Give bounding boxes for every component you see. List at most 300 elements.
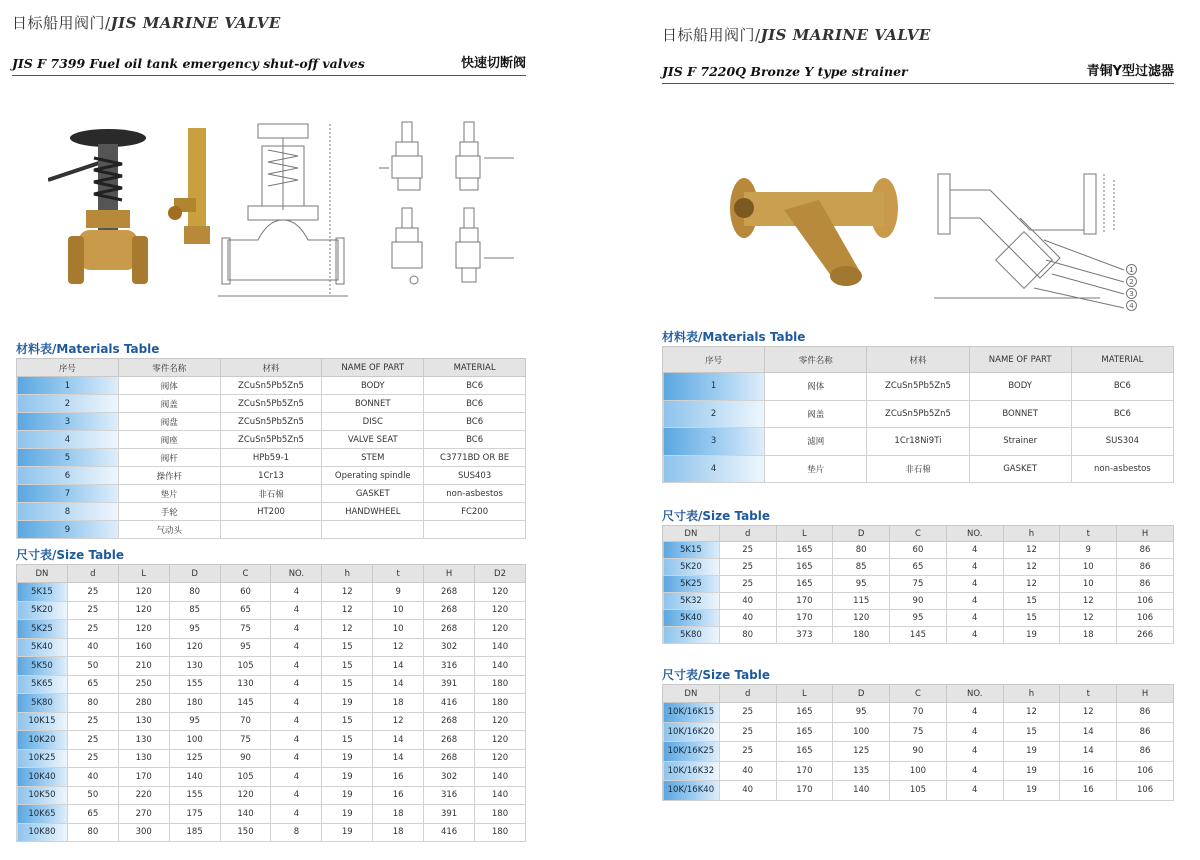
table-cell: 95 xyxy=(833,576,890,593)
table-row xyxy=(663,610,1174,627)
table-cell: 70 xyxy=(890,703,947,723)
materials-table-title: 材料表/Materials Table xyxy=(16,342,160,356)
row-key-cell: 2 xyxy=(17,395,119,413)
table-cell: 12 xyxy=(1003,576,1060,593)
table-cell: 16 xyxy=(373,768,424,787)
table-row xyxy=(17,377,526,395)
table-cell: 1Cr13 xyxy=(220,467,322,485)
table-row xyxy=(663,400,1174,428)
table-row xyxy=(17,583,526,602)
table-cell: 85 xyxy=(169,601,220,620)
table-row xyxy=(17,431,526,449)
table-cell: 105 xyxy=(890,781,947,801)
row-key-cell: 7 xyxy=(17,485,119,503)
row-key-cell: 5K65 xyxy=(17,675,68,694)
table-cell: 4 xyxy=(271,675,322,694)
table-row xyxy=(663,627,1174,644)
table-cell: 非石棉 xyxy=(867,455,969,483)
row-key-cell: 3 xyxy=(17,413,119,431)
row-key-cell: 5 xyxy=(17,449,119,467)
table-cell: HPb59-1 xyxy=(220,449,322,467)
table-cell: 65 xyxy=(220,601,271,620)
table-cell: 266 xyxy=(1117,627,1174,644)
table-cell: 155 xyxy=(169,786,220,805)
table-cell: 25 xyxy=(67,583,118,602)
table-row xyxy=(17,521,526,539)
table-cell: 12 xyxy=(1003,703,1060,723)
strainer-photo xyxy=(724,170,904,300)
table-cell: 18 xyxy=(373,805,424,824)
table-cell: 165 xyxy=(776,576,833,593)
table-cell: VALVE SEAT xyxy=(322,431,424,449)
table-row xyxy=(17,620,526,639)
column-header: DN xyxy=(663,526,720,542)
table-cell: 140 xyxy=(475,657,526,676)
table-cell: GASKET xyxy=(969,455,1071,483)
row-key-cell: 10K40 xyxy=(17,768,68,787)
column-header: 序号 xyxy=(663,347,765,373)
table-cell: 滤网 xyxy=(765,428,867,456)
table-cell: 120 xyxy=(475,583,526,602)
column-header: L xyxy=(776,685,833,703)
table-cell: 125 xyxy=(169,749,220,768)
table-cell: 4 xyxy=(946,781,1003,801)
table-cell: BC6 xyxy=(1071,373,1173,401)
table-cell: 15 xyxy=(322,731,373,750)
table-row xyxy=(17,805,526,824)
table-cell: 120 xyxy=(118,620,169,639)
table-cell: 19 xyxy=(1003,627,1060,644)
column-header: DN xyxy=(663,685,720,703)
column-header: d xyxy=(719,526,776,542)
table-cell: ZCuSn5Pb5Zn5 xyxy=(867,400,969,428)
table-cell: 4 xyxy=(271,583,322,602)
table-cell: 25 xyxy=(719,722,776,742)
table-cell: 80 xyxy=(169,583,220,602)
table-cell: 170 xyxy=(776,781,833,801)
table-header-row xyxy=(17,565,526,583)
table-cell: 106 xyxy=(1117,761,1174,781)
table-cell: BC6 xyxy=(424,377,526,395)
callout-2: 2 xyxy=(1126,276,1137,287)
table-cell: 268 xyxy=(424,712,475,731)
column-header: h xyxy=(322,565,373,583)
table-cell: 14 xyxy=(1060,742,1117,762)
table-cell: 130 xyxy=(118,712,169,731)
table-cell: BONNET xyxy=(322,395,424,413)
table-cell: 4 xyxy=(946,703,1003,723)
table-cell: BC6 xyxy=(424,395,526,413)
table-cell: 非石棉 xyxy=(220,485,322,503)
table-row xyxy=(663,703,1174,723)
column-header: D xyxy=(169,565,220,583)
table-cell: 12 xyxy=(1003,542,1060,559)
table-cell: 10 xyxy=(373,601,424,620)
column-header: NAME OF PART xyxy=(322,359,424,377)
table-row xyxy=(17,413,526,431)
table-cell: 100 xyxy=(169,731,220,750)
table-cell: 180 xyxy=(475,805,526,824)
table-cell: 4 xyxy=(271,694,322,713)
table-cell: 165 xyxy=(776,703,833,723)
table-cell: 140 xyxy=(475,638,526,657)
column-header: L xyxy=(776,526,833,542)
table-row xyxy=(17,601,526,620)
table-cell: 12 xyxy=(1060,593,1117,610)
row-key-cell: 4 xyxy=(17,431,119,449)
column-header: D2 xyxy=(475,565,526,583)
table-cell: 106 xyxy=(1117,610,1174,627)
table-cell: 25 xyxy=(67,731,118,750)
table-cell: 阀体 xyxy=(118,377,220,395)
row-key-cell: 10K50 xyxy=(17,786,68,805)
column-header: D xyxy=(833,526,890,542)
table-row xyxy=(17,749,526,768)
row-key-cell: 1 xyxy=(663,373,765,401)
row-key-cell: 8 xyxy=(17,503,119,521)
brand-header xyxy=(662,24,931,45)
table-cell: 145 xyxy=(890,627,947,644)
table-cell: 操作杆 xyxy=(118,467,220,485)
table-cell: 86 xyxy=(1117,542,1174,559)
table-cell: HT200 xyxy=(220,503,322,521)
table-cell: 316 xyxy=(424,657,475,676)
table-cell: 170 xyxy=(776,610,833,627)
table-cell: 4 xyxy=(271,638,322,657)
table-cell: 105 xyxy=(220,768,271,787)
table-cell: 75 xyxy=(890,722,947,742)
table-cell: 268 xyxy=(424,749,475,768)
table-cell: 19 xyxy=(322,805,373,824)
table-cell: 16 xyxy=(1060,761,1117,781)
callout-markers xyxy=(1126,264,1137,311)
table-cell: 19 xyxy=(1003,761,1060,781)
brand-cn: 日标船用阀门/ xyxy=(662,26,761,44)
table-cell: 280 xyxy=(118,694,169,713)
table-cell: 86 xyxy=(1117,576,1174,593)
table-cell: 100 xyxy=(890,761,947,781)
table-row xyxy=(17,657,526,676)
column-header: h xyxy=(1003,526,1060,542)
table-cell: 4 xyxy=(271,786,322,805)
table-cell: GASKET xyxy=(322,485,424,503)
callout-1: 1 xyxy=(1126,264,1137,275)
row-key-cell: 4 xyxy=(663,455,765,483)
table-cell: non-asbestos xyxy=(1071,455,1173,483)
table-row xyxy=(663,722,1174,742)
table-cell: 12 xyxy=(373,638,424,657)
row-key-cell: 5K40 xyxy=(17,638,68,657)
table-cell: HANDWHEEL xyxy=(322,503,424,521)
column-header: H xyxy=(424,565,475,583)
brand-en: JIS MARINE VALVE xyxy=(760,26,931,44)
table-row xyxy=(663,593,1174,610)
table-cell: 90 xyxy=(220,749,271,768)
table-cell: 14 xyxy=(373,749,424,768)
table-cell: 80 xyxy=(833,542,890,559)
column-header: D xyxy=(833,685,890,703)
table-cell: 302 xyxy=(424,768,475,787)
row-key-cell: 10K80 xyxy=(17,823,68,842)
row-key-cell: 5K20 xyxy=(17,601,68,620)
table-cell: 垫片 xyxy=(118,485,220,503)
column-header: 序号 xyxy=(17,359,119,377)
table-cell: 80 xyxy=(67,694,118,713)
table-cell: 16 xyxy=(1060,781,1117,801)
table-cell: 130 xyxy=(118,749,169,768)
table-cell: 120 xyxy=(118,601,169,620)
table-cell: 95 xyxy=(169,620,220,639)
table-cell: 4 xyxy=(946,610,1003,627)
table-cell: 120 xyxy=(169,638,220,657)
table-cell: 270 xyxy=(118,805,169,824)
table-cell: 120 xyxy=(118,583,169,602)
table-cell: Strainer xyxy=(969,428,1071,456)
table-cell: ZCuSn5Pb5Zn5 xyxy=(220,377,322,395)
table-cell: 19 xyxy=(1003,781,1060,801)
table-cell: 阀杆 xyxy=(118,449,220,467)
table-row xyxy=(17,731,526,750)
table-cell: 86 xyxy=(1117,703,1174,723)
table-cell: 25 xyxy=(719,703,776,723)
table-cell: 19 xyxy=(322,786,373,805)
table-cell: 40 xyxy=(719,761,776,781)
column-header: H xyxy=(1117,526,1174,542)
row-key-cell: 10K/16K15 xyxy=(663,703,720,723)
table-cell: 40 xyxy=(719,610,776,627)
row-key-cell: 1 xyxy=(17,377,119,395)
table-header-row xyxy=(17,359,526,377)
table-cell: 120 xyxy=(475,620,526,639)
size-table-5k xyxy=(662,525,1174,644)
table-cell: 4 xyxy=(271,712,322,731)
table-cell: 90 xyxy=(890,742,947,762)
table-cell: 80 xyxy=(719,627,776,644)
table-cell: 阀体 xyxy=(765,373,867,401)
size-table-10k xyxy=(662,684,1174,801)
table-cell: 12 xyxy=(1060,703,1117,723)
table-cell: 140 xyxy=(220,805,271,824)
table-cell: 86 xyxy=(1117,722,1174,742)
table-row xyxy=(17,395,526,413)
size-table-10k-title: 尺寸表/Size Table xyxy=(662,668,771,682)
table-cell: 120 xyxy=(475,731,526,750)
table-cell: 180 xyxy=(475,675,526,694)
table-cell: 15 xyxy=(322,712,373,731)
table-cell: C3771BD OR BE xyxy=(424,449,526,467)
table-cell: 12 xyxy=(322,601,373,620)
row-key-cell: 10K15 xyxy=(17,712,68,731)
row-key-cell: 10K65 xyxy=(17,805,68,824)
table-cell: 14 xyxy=(373,657,424,676)
table-row xyxy=(17,786,526,805)
column-header: t xyxy=(373,565,424,583)
table-cell: BONNET xyxy=(969,400,1071,428)
table-cell: 19 xyxy=(322,694,373,713)
table-cell: 180 xyxy=(475,823,526,842)
table-cell: 1Cr18Ni9Ti xyxy=(867,428,969,456)
table-cell: 120 xyxy=(475,601,526,620)
table-cell: 手轮 xyxy=(118,503,220,521)
table-cell: 9 xyxy=(1060,542,1117,559)
table-cell: 4 xyxy=(946,593,1003,610)
table-cell: 155 xyxy=(169,675,220,694)
table-cell: 170 xyxy=(776,761,833,781)
table-row xyxy=(17,694,526,713)
column-header: H xyxy=(1117,685,1174,703)
table-cell: 阀盖 xyxy=(765,400,867,428)
product-title-en: JIS F 7220Q Bronze Y type strainer xyxy=(662,64,908,79)
table-cell: 165 xyxy=(776,559,833,576)
materials-table-title: 材料表/Materials Table xyxy=(662,330,806,344)
row-key-cell: 5K25 xyxy=(17,620,68,639)
table-cell: 阀盖 xyxy=(118,395,220,413)
table-cell: 19 xyxy=(1003,742,1060,762)
table-cell: 4 xyxy=(271,731,322,750)
column-header: L xyxy=(118,565,169,583)
table-cell: BODY xyxy=(969,373,1071,401)
table-cell: 12 xyxy=(1060,610,1117,627)
callout-3: 3 xyxy=(1126,288,1137,299)
row-key-cell: 10K25 xyxy=(17,749,68,768)
table-row xyxy=(663,455,1174,483)
row-key-cell: 10K/16K20 xyxy=(663,722,720,742)
column-header: 材料 xyxy=(867,347,969,373)
table-cell: 4 xyxy=(271,805,322,824)
table-row xyxy=(17,675,526,694)
table-cell: 4 xyxy=(946,761,1003,781)
table-cell: 165 xyxy=(776,542,833,559)
product-title-cn: 快速切断阀 xyxy=(460,56,526,71)
table-cell: 106 xyxy=(1117,593,1174,610)
table-cell: 40 xyxy=(67,638,118,657)
materials-table xyxy=(662,346,1174,483)
table-cell: 268 xyxy=(424,601,475,620)
table-cell: 60 xyxy=(220,583,271,602)
table-cell: 268 xyxy=(424,620,475,639)
table-cell: 300 xyxy=(118,823,169,842)
table-cell: 120 xyxy=(220,786,271,805)
table-cell: 120 xyxy=(475,749,526,768)
table-cell: 4 xyxy=(271,768,322,787)
table-cell: 10 xyxy=(1060,576,1117,593)
table-cell: 150 xyxy=(220,823,271,842)
table-row xyxy=(17,638,526,657)
row-key-cell: 10K/16K32 xyxy=(663,761,720,781)
row-key-cell: 6 xyxy=(17,467,119,485)
valve-detail-drawings xyxy=(374,118,524,298)
table-cell: 12 xyxy=(322,583,373,602)
strainer-section-drawing xyxy=(934,170,1144,320)
table-cell: 4 xyxy=(946,742,1003,762)
column-header: 零件名称 xyxy=(118,359,220,377)
row-key-cell: 10K20 xyxy=(17,731,68,750)
table-cell: 10 xyxy=(1060,559,1117,576)
table-cell: 302 xyxy=(424,638,475,657)
column-header: DN xyxy=(17,565,68,583)
table-cell: 10 xyxy=(373,620,424,639)
table-cell: 65 xyxy=(67,805,118,824)
brand-header xyxy=(12,12,281,33)
table-cell: 75 xyxy=(890,576,947,593)
table-cell: ZCuSn5Pb5Zn5 xyxy=(220,395,322,413)
table-cell: 4 xyxy=(946,627,1003,644)
column-header: NO. xyxy=(946,685,1003,703)
table-cell: 125 xyxy=(833,742,890,762)
row-key-cell: 5K25 xyxy=(663,576,720,593)
table-cell: 4 xyxy=(271,620,322,639)
table-cell: 14 xyxy=(1060,722,1117,742)
size-table-5k-title: 尺寸表/Size Table xyxy=(662,509,771,523)
row-key-cell: 3 xyxy=(663,428,765,456)
table-cell: 120 xyxy=(475,712,526,731)
table-cell: 95 xyxy=(169,712,220,731)
callout-4: 4 xyxy=(1126,300,1137,311)
table-cell: 130 xyxy=(169,657,220,676)
product-title-row xyxy=(12,52,526,76)
column-header: d xyxy=(67,565,118,583)
table-cell: 75 xyxy=(220,731,271,750)
table-cell: 4 xyxy=(946,542,1003,559)
row-key-cell: 9 xyxy=(17,521,119,539)
product-title-cn: 青铜Y型过滤器 xyxy=(1086,64,1174,79)
table-row xyxy=(663,781,1174,801)
table-cell: 140 xyxy=(169,768,220,787)
column-header: C xyxy=(220,565,271,583)
table-cell: 4 xyxy=(946,576,1003,593)
table-cell: 180 xyxy=(169,694,220,713)
row-key-cell: 10K/16K25 xyxy=(663,742,720,762)
table-cell: 130 xyxy=(118,731,169,750)
table-cell: 140 xyxy=(475,786,526,805)
table-cell: DISC xyxy=(322,413,424,431)
table-cell: 175 xyxy=(169,805,220,824)
column-header: t xyxy=(1060,526,1117,542)
table-header-row xyxy=(663,685,1174,703)
table-cell: 25 xyxy=(719,542,776,559)
table-cell: 15 xyxy=(1003,593,1060,610)
table-cell: 14 xyxy=(373,675,424,694)
table-cell: 25 xyxy=(67,620,118,639)
table-cell: 220 xyxy=(118,786,169,805)
table-cell: 180 xyxy=(833,627,890,644)
table-cell: 25 xyxy=(719,742,776,762)
row-key-cell: 5K50 xyxy=(17,657,68,676)
table-row xyxy=(663,542,1174,559)
table-cell: 185 xyxy=(169,823,220,842)
table-cell: 373 xyxy=(776,627,833,644)
table-cell: 14 xyxy=(373,731,424,750)
table-row xyxy=(17,712,526,731)
product-title-en: JIS F 7399 Fuel oil tank emergency shut-off valves xyxy=(12,56,365,71)
column-header: h xyxy=(1003,685,1060,703)
table-cell: 4 xyxy=(271,657,322,676)
table-cell: 145 xyxy=(220,694,271,713)
valve-photo xyxy=(48,118,228,308)
product-title-row xyxy=(662,60,1174,84)
table-cell: 105 xyxy=(220,657,271,676)
table-cell: 268 xyxy=(424,731,475,750)
table-cell: 50 xyxy=(67,657,118,676)
row-key-cell: 5K15 xyxy=(17,583,68,602)
table-cell: 210 xyxy=(118,657,169,676)
table-cell: SUS403 xyxy=(424,467,526,485)
table-cell: 4 xyxy=(946,559,1003,576)
table-header-row xyxy=(663,347,1174,373)
table-cell: 25 xyxy=(67,601,118,620)
table-cell: 12 xyxy=(1003,559,1060,576)
table-cell: 15 xyxy=(322,657,373,676)
